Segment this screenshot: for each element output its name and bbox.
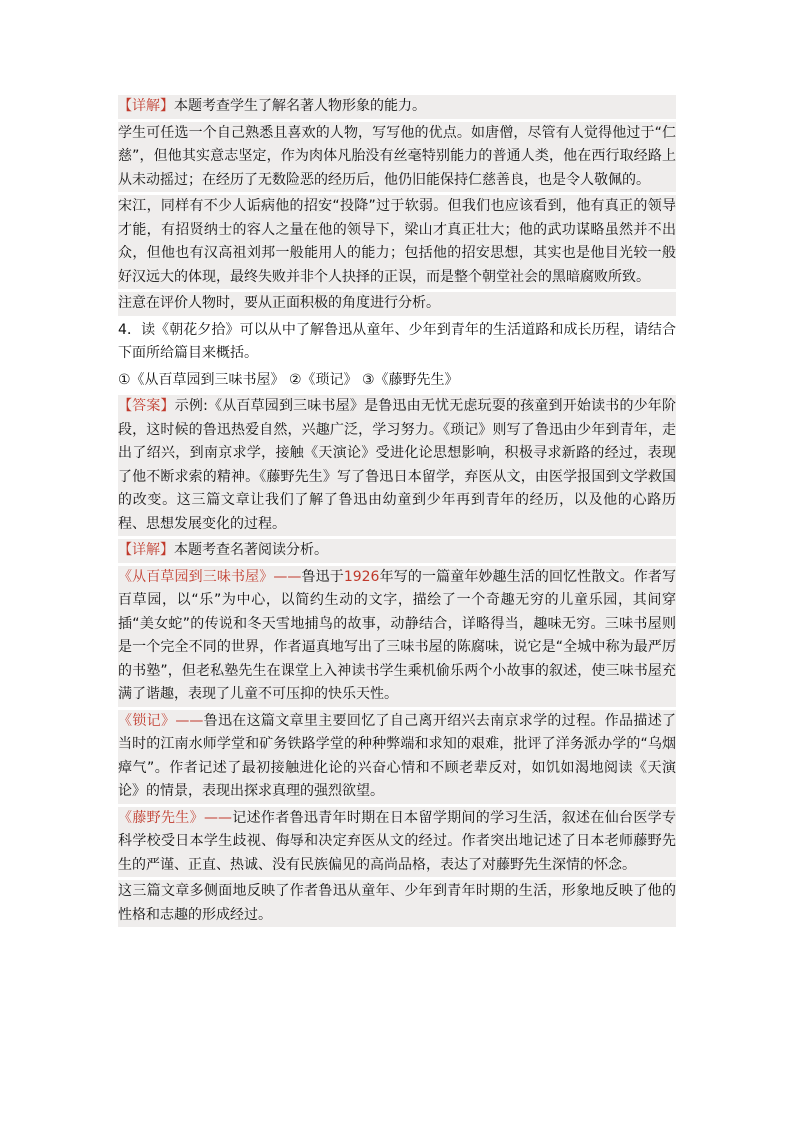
answer-paragraph (118, 395, 676, 536)
paragraph-text: 鲁迅在这篇文章里主要回忆了自己离开绍兴去南京求学的过程。作品描述了当时的江南水师学堂和矿务铁路学堂的种种弊端和求知的艰难，批评了洋务派办学的“乌烟瘴气”。作者记述了最初接触进化论的兴奋心情和不顾老辈反对，如饥如渴地阅读《天演论》的情景，表现出探求真理的强烈欲望。 (118, 712, 677, 799)
detail-tag: 【详解】 (118, 542, 174, 558)
detail-2-paragraph-3 (118, 807, 676, 878)
detail-1-intro (118, 95, 676, 119)
paragraph-text: 记述作者鲁迅青年时期在日本留学期间的学习生活，叙述在仙台医学专科学校受日本学生歧视、侮辱和决定弃医从文的经过。作者突出地记述了日本老师藤野先生的严谨、正直、热诚、没有民族偏见的高尚品格，表达了对藤野先生深情的怀念。 (118, 809, 677, 873)
year-highlight: 1926 (343, 568, 380, 585)
detail-2-paragraph-2 (118, 710, 676, 804)
detail-1-intro-text: 本题考查学生了解名著人物形象的能力。 (174, 98, 426, 114)
detail-1-paragraph-2: 宋江，同样有不少人诟病他的招安“投降”过于软弱。但我们也应该看到，他有真正的领导才能，有招贤纳士的容人之量在他的领导下，梁山才真正壮大；他的武功谋略虽然并不出众，但他也有汉高祖刘邦一般能用人的能力；包括他的招安思想，其实也是他目光较一般好汉远大的体现，最终失败并非个人抉择的正误，而是整个朝堂社会的黑暗腐败所致。 (118, 195, 676, 289)
answer-text: 示例:《从百草园到三味书屋》是鲁迅由无忧无虑玩耍的孩童到开始读书的少年阶段，这时候的鲁迅热爱自然，兴趣广泛，学习努力。《琐记》则写了鲁迅由少年到青年，走出了绍兴，到南京求学，接触《天演论》受进化论思想影响，积极寻求新路的经过，表现了他不断求索的精神。《藤野先生》写了鲁迅日本留学，弃医从文，由医学报国到文学救国的改变。这三篇文章让我们了解了鲁迅由幼童到少年再到青年的经历，以及他的心路历程、思想发展变化的过程。 (118, 398, 676, 532)
question-4-stem: 4．读《朝花夕拾》可以从中了解鲁迅从童年、少年到青年的生活道路和成长历程，请结合下面所给篇目来概括。 (118, 321, 676, 361)
detail-2-intro-text: 本题考查名著阅读分析。 (174, 542, 328, 558)
detail-tag: 【详解】 (118, 98, 174, 114)
paragraph-text: 年写的一篇童年妙趣生活的回忆性散文。作者写百草园，以“乐”为中心，以简约生动的文字，描绘了一个奇趣无穷的儿童乐园，其间穿插“美女蛇”的传说和冬天雪地捕鸟的故事，动静结合，详略得当，趣味无穷。三味书屋则是一个完全不同的世界，作者逼真地写出了三味书屋的陈腐味，说它是“全城中称为最严厉的书塾”，但老私塾先生在课堂上入神读书学生乘机偷乐两个小故事的叙述，使三味书屋充满了谐趣，表现了儿童不可压抑的快乐天性。 (118, 568, 677, 702)
question-4-options: ①《从百草园到三味书屋》 ②《琐记》 ③《藤野先生》 (118, 371, 459, 388)
detail-2-paragraph-4: 这三篇文章多侧面地反映了作者鲁迅从童年、少年到青年时期的生活，形象地反映了他的性格和志趣的形成经过。 (118, 880, 676, 927)
detail-1-paragraph-1: 学生可任选一个自己熟悉且喜欢的人物，写写他的优点。如唐僧，尽管有人觉得他过于“仁慈”，但他其实意志坚定，作为肉体凡胎没有丝毫特别能力的普通人类，他在西行取经路上从未动摇过；在经历了无数险恶的经历后，他仍旧能保持仁慈善良，也是令人敬佩的。 (118, 122, 676, 193)
dash: —— (273, 568, 302, 585)
work-title-tengye: 《藤野先生》 (118, 809, 204, 826)
document-content (118, 95, 676, 930)
dash: —— (175, 712, 204, 729)
work-title-suoji: 《锁记》 (118, 712, 176, 729)
detail-2-intro (118, 539, 676, 563)
paragraph-text: 鲁迅于 (301, 568, 344, 585)
work-title-baicaoyuan: 《从百草园到三味书屋》 (118, 568, 274, 585)
dash: —— (203, 809, 232, 826)
detail-1-paragraph-3: 注意在评价人物时，要从正面积极的角度进行分析。 (118, 292, 676, 316)
answer-tag: 【答案】 (118, 398, 175, 414)
detail-2-paragraph-1 (118, 566, 676, 707)
